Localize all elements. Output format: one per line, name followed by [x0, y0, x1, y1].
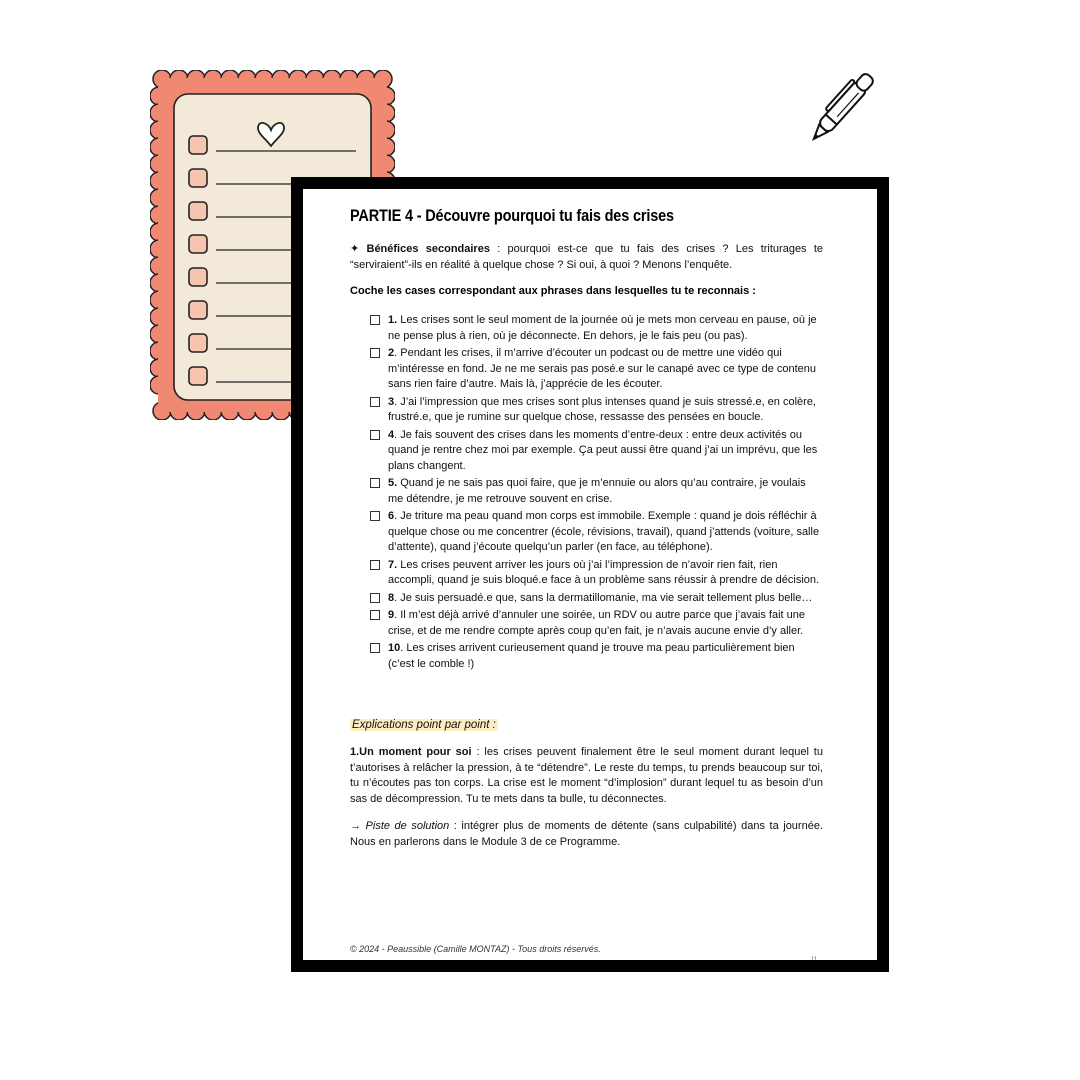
notepad-checkbox — [189, 334, 207, 352]
checklist-item — [370, 313, 823, 344]
page-content — [350, 207, 823, 850]
notepad-checkbox — [189, 301, 207, 319]
page-number: 11 — [811, 957, 818, 963]
item-number: 8 — [388, 591, 395, 604]
intro-paragraph — [350, 242, 823, 273]
checklist-item — [370, 395, 823, 426]
checklist-item — [370, 346, 823, 393]
checkbox[interactable] — [370, 593, 380, 603]
sparkle-icon: ✦ — [350, 243, 367, 255]
explanation-label: 1.Un moment pour soi — [350, 746, 472, 758]
checkbox[interactable] — [370, 610, 380, 620]
instruction-text: Coche les cases correspondant aux phrases dans lesquelles tu te reconnais : — [350, 285, 756, 297]
checkbox[interactable] — [370, 478, 380, 488]
copyright-footer: © 2024 - Peaussible (Camille MONTAZ) - Tous droits réservés. — [350, 944, 601, 954]
checklist-item — [370, 476, 823, 507]
notepad-checkbox — [189, 235, 207, 253]
item-text: . J’ai l’impression que mes crises sont plus intenses quand je suis stressé.e, en colère, frustré.e, que je rumine sur quelque chose, ressasse des pensées en boucle. — [388, 395, 816, 423]
item-text: . Je fais souvent des crises dans les moments d’entre-deux : entre deux activités ou quand je rentre chez moi par exemple. Ça peut aussi être quand j’ai un imprévu, que les plans changent. — [388, 428, 818, 472]
item-number: 4 — [388, 428, 395, 441]
item-number: 9 — [388, 609, 395, 621]
checklist — [370, 313, 823, 672]
item-text: . Je suis persuadé.e que, sans la dermatillomanie, ma vie serait tellement plus belle… — [394, 591, 813, 604]
intro-label: Bénéfices secondaires — [366, 243, 490, 255]
notepad-checkbox — [189, 268, 207, 286]
page-title: PARTIE 4 - Découvre pourquoi tu fais des crises — [350, 207, 674, 225]
checklist-item — [370, 558, 823, 589]
item-number: 7. — [388, 558, 398, 571]
item-text: . Les crises arrivent curieusement quand je trouve ma peau particulièrement bien (c’est le comble !) — [388, 642, 795, 670]
notepad-checkbox — [189, 367, 207, 385]
item-text: Quand je ne sais pas quoi faire, que je m’ennuie ou alors qu’au contraire, je voulais me détendre, je me retrouve souvent en crise. — [388, 477, 806, 505]
notepad-checkbox — [189, 169, 207, 187]
item-number: 3 — [388, 395, 395, 408]
checkbox[interactable] — [370, 560, 380, 570]
arrow-icon: → — [350, 820, 366, 832]
checklist-item — [370, 608, 823, 639]
item-number: 1. — [388, 314, 398, 326]
solution-label: Piste de solution — [365, 820, 450, 832]
item-text: Les crises sont le seul moment de la journée où je mets mon cerveau en pause, où je ne pense plus à rien, où je déconnecte. En dehors, je le fais peu (ou pas). — [388, 314, 817, 342]
item-number: 2 — [388, 347, 395, 359]
checkbox[interactable] — [370, 348, 380, 358]
solution-text: : intégrer plus de moments de détente (sans culpabilité) dans ta journée. Nous en parlerons dans le Module 3 de ce Programme. — [350, 820, 823, 848]
checklist-item — [370, 591, 823, 607]
explanation-text: : les crises peuvent finalement être le seul moment durant lequel tu t’autorises à relâcher la pression, à te “détendre”. Le reste du temps, tu prends beaucoup sur toi, tu n’écoutes pas ton corps. La crise est le moment “d’implosion” durant lequel tu as besoin d’un sas de décompression. Tu te mets dans ta bulle, tu déconnectes. — [350, 746, 823, 805]
item-text: Les crises peuvent arriver les jours où j’ai l’impression de n’avoir rien fait, rien accompli, quand je suis bloqué.e face à un problème sans réussir à prendre de décision. — [388, 558, 820, 586]
explanations-heading: Explications point par point : — [352, 719, 496, 731]
checkbox[interactable] — [370, 643, 380, 653]
checkbox[interactable] — [370, 397, 380, 407]
checkbox[interactable] — [370, 315, 380, 325]
checklist-item — [370, 509, 823, 556]
checkbox[interactable] — [370, 430, 380, 440]
item-text: . Je triture ma peau quand mon corps est immobile. Exemple : quand je dois réfléchir à quelque chose ou me concentrer (école, révisions, travail), quand j’attends (voiture, salle d’attente), quand j’écoute quelqu’un parler (en face, au téléphone). — [388, 510, 820, 553]
item-number: 10 — [388, 642, 401, 654]
item-text: . Il m’est déjà arrivé d’annuler une soirée, un RDV ou autre parce que j’avais fait une crise, et de me rendre compte après coup qu’en fait, je n’avais aucune envie d’y aller. — [388, 609, 806, 637]
item-number: 6 — [388, 510, 395, 522]
document-page — [291, 177, 889, 972]
pen-icon — [795, 55, 895, 155]
item-number: 5. — [388, 477, 398, 489]
notepad-checkbox — [189, 136, 207, 154]
checklist-item — [370, 428, 823, 475]
checklist-item — [370, 641, 823, 672]
explanation-paragraph — [350, 745, 823, 807]
intro-text: : pourquoi est-ce que tu fais des crises ? Les triturages te “serviraient”-ils en réalité à quelque chose ? Si oui, à quoi ? Menons l’enquête. — [350, 243, 824, 271]
checkbox[interactable] — [370, 511, 380, 521]
item-text: . Pendant les crises, il m’arrive d’écouter un podcast ou de mettre une vidéo qui m’intéresse en fond. Je ne me serais pas posé.e sur le canapé avec ce type de contenu sans rien faire d’autre. Mais là, j’apprécie de les écouter. — [388, 347, 817, 390]
notepad-checkbox — [189, 202, 207, 220]
solution-paragraph — [350, 819, 823, 850]
